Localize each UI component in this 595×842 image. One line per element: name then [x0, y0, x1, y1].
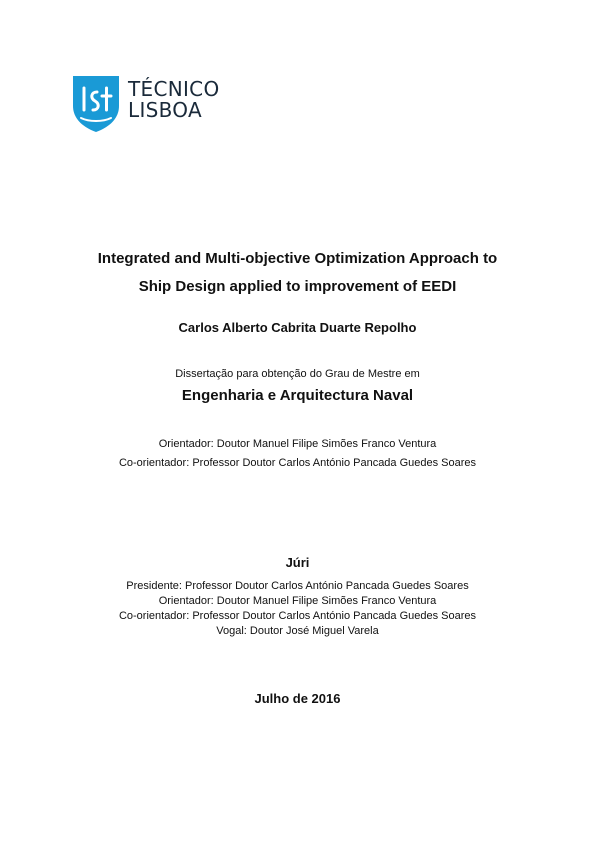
thesis-title-line-1: Integrated and Multi-objective Optimization Approach to — [97, 250, 498, 267]
co-advisor-line: Co-orientador: Professor Doutor Carlos António Pancada Guedes Soares — [118, 457, 477, 469]
dissertation-statement: Dissertação para obtenção do Grau de Mestre em — [175, 368, 420, 380]
institution-logo — [73, 76, 220, 132]
jury-member-co-advisor: Co-orientador: Professor Doutor Carlos António Pancada Guedes Soares — [118, 610, 477, 622]
logo-line-lisboa: LISBOA — [128, 98, 202, 122]
logo-wordmark — [128, 79, 220, 120]
thesis-title-line-2: Ship Design applied to improvement of EEDI — [138, 278, 457, 295]
jury-member-vogal: Vogal: Doutor José Miguel Varela — [216, 625, 379, 637]
jury-members — [0, 579, 595, 639]
jury-member-advisor: Orientador: Doutor Manuel Filipe Simões Franco Ventura — [158, 595, 437, 607]
author-name: Carlos Alberto Cabrita Duarte Repolho — [178, 320, 417, 335]
advisor-line: Orientador: Doutor Manuel Filipe Simões Franco Ventura — [158, 438, 437, 450]
advisors-block — [0, 435, 595, 473]
logo-line-tecnico: TÉCNICO — [128, 77, 220, 101]
thesis-title — [0, 245, 595, 301]
jury-heading: Júri — [285, 555, 310, 570]
degree-program: Engenharia e Arquitectura Naval — [181, 387, 414, 404]
jury-member-president: Presidente: Professor Doutor Carlos António Pancada Guedes Soares — [126, 580, 469, 592]
ist-shield-icon — [73, 76, 119, 132]
submission-date: Julho de 2016 — [254, 691, 341, 706]
